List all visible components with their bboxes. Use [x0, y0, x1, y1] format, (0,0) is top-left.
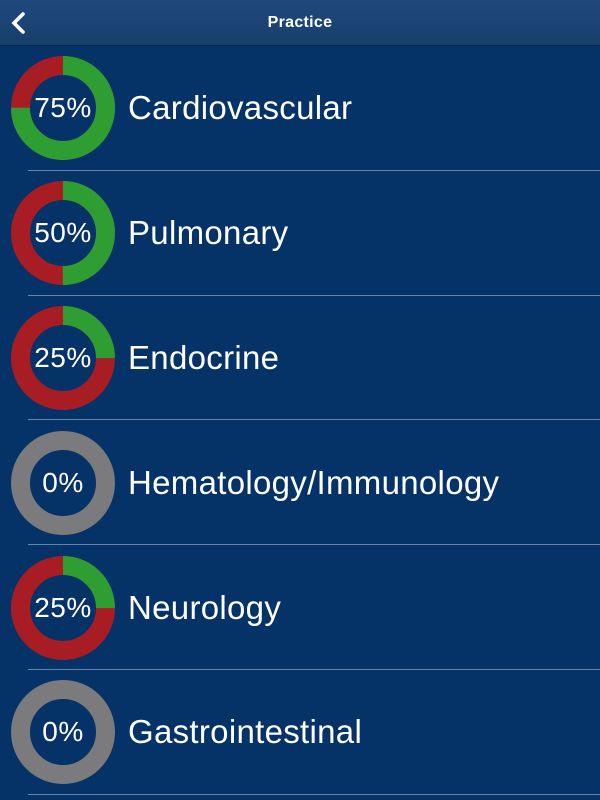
- category-row[interactable]: [0, 296, 600, 421]
- page-title: Practice: [267, 13, 333, 31]
- category-row[interactable]: [0, 171, 600, 296]
- category-label: Hematology/Immunology: [128, 463, 500, 501]
- progress-ring: [11, 431, 115, 535]
- progress-ring: [11, 680, 115, 784]
- chevron-left-icon: [10, 11, 26, 35]
- percent-label: 0%: [42, 466, 84, 498]
- category-list: [0, 46, 600, 800]
- category-label: Cardiovascular: [128, 89, 353, 127]
- category-row[interactable]: [0, 420, 600, 545]
- progress-ring: [11, 181, 115, 285]
- progress-ring: [11, 56, 115, 160]
- navigation-bar: [0, 0, 600, 46]
- category-row[interactable]: [0, 670, 600, 795]
- category-label: Endocrine: [128, 338, 280, 376]
- percent-label: 75%: [34, 92, 92, 124]
- progress-ring: [11, 556, 115, 660]
- percent-label: 0%: [42, 716, 84, 748]
- percent-label: 50%: [34, 217, 92, 249]
- category-label: Neurology: [128, 588, 282, 626]
- back-button[interactable]: [4, 7, 32, 39]
- category-row[interactable]: [0, 46, 600, 171]
- percent-label: 25%: [34, 591, 92, 623]
- category-label: Gastrointestinal: [128, 713, 363, 751]
- progress-ring: [11, 306, 115, 410]
- percent-label: 25%: [34, 341, 92, 373]
- category-row[interactable]: [0, 545, 600, 670]
- category-label: Pulmonary: [128, 214, 289, 252]
